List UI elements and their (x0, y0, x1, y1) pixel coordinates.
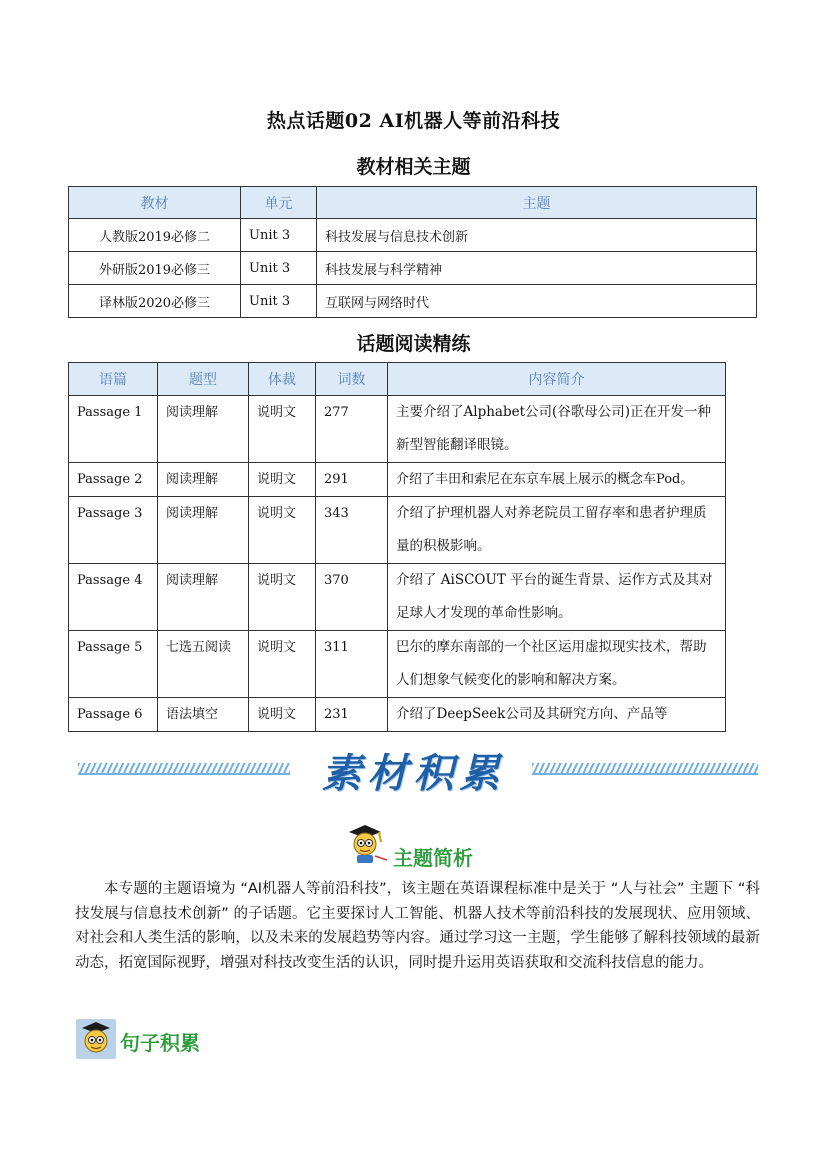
cell-passage: Passage 6 (69, 698, 158, 732)
section-title-reading: 话题阅读精练 (356, 333, 471, 355)
table-row (69, 631, 726, 698)
cell-passage: Passage 3 (69, 497, 158, 564)
cell-summary: 介绍了 AiSCOUT 平台的诞生背景、运作方式及其对足球人才发现的革命性影响。 (388, 564, 726, 631)
cell-genre: 说明文 (249, 564, 316, 631)
cell-question-type: 阅读理解 (158, 396, 249, 463)
table-row (69, 219, 757, 252)
header-word-count: 词数 (316, 363, 388, 396)
cell-question-type: 阅读理解 (158, 564, 249, 631)
cell-unit: Unit 3 (241, 219, 317, 252)
cell-summary: 巴尔的摩东南部的一个社区运用虚拟现实技术，帮助人们想象气候变化的影响和解决方案。 (388, 631, 726, 698)
cell-genre: 说明文 (249, 396, 316, 463)
cell-question-type: 阅读理解 (158, 463, 249, 497)
cell-textbook: 外研版2019必修三 (69, 252, 241, 285)
header-summary: 内容简介 (388, 363, 726, 396)
table-row (69, 564, 726, 631)
cell-genre: 说明文 (249, 698, 316, 732)
header-topic: 主题 (317, 187, 757, 219)
header-question-type: 题型 (158, 363, 249, 396)
cell-word-count: 311 (316, 631, 388, 698)
topic-analysis-paragraph: 本专题的主题语境为 “AI机器人等前沿科技”，该主题在英语课程标准中是关于 “人与社会” 主题下 “科技发展与信息技术创新” 的子话题。它主要探讨人工智能、机器人技术等前沿科技的发展现状、应用领域、对社会和人类生活的影响，以及未来的发展趋势等内容。通过学习这一主题，学生能够了解科技领域的最新动态，拓宽国际视野，增强对科技改变生活的认识，同时提升运用英语获取和交流科技信息的能力。 (75, 881, 760, 971)
cell-topic: 科技发展与科学精神 (317, 252, 757, 285)
cell-word-count: 343 (316, 497, 388, 564)
cell-question-type: 语法填空 (158, 698, 249, 732)
cell-genre: 说明文 (249, 631, 316, 698)
cell-topic: 科技发展与信息技术创新 (317, 219, 757, 252)
cell-summary: 介绍了DeepSeek公司及其研究方向、产品等 (388, 698, 726, 732)
table-header-row (69, 187, 757, 219)
section-title-textbook: 教材相关主题 (356, 156, 471, 178)
page-title: 热点话题02 AI机器人等前沿科技 (266, 110, 561, 132)
cell-summary: 主要介绍了Alphabet公司(谷歌母公司)正在开发一种新型智能翻译眼镜。 (388, 396, 726, 463)
cell-word-count: 291 (316, 463, 388, 497)
table-row (69, 285, 757, 318)
cell-passage: Passage 1 (69, 396, 158, 463)
cell-word-count: 231 (316, 698, 388, 732)
banner-stripe-right (532, 763, 758, 775)
table-header-row (69, 363, 726, 396)
cell-passage: Passage 4 (69, 564, 158, 631)
header-unit: 单元 (241, 187, 317, 219)
scholar-mascot-icon (76, 1019, 116, 1059)
textbook-topic-table (68, 186, 757, 318)
cell-unit: Unit 3 (241, 252, 317, 285)
cell-summary: 介绍了丰田和索尼在东京车展上展示的概念车Pod。 (388, 463, 726, 497)
cell-textbook: 译林版2020必修三 (69, 285, 241, 318)
reading-practice-table (68, 362, 726, 732)
header-textbook: 教材 (69, 187, 241, 219)
cell-unit: Unit 3 (241, 285, 317, 318)
cell-genre: 说明文 (249, 463, 316, 497)
cell-topic: 互联网与网络时代 (317, 285, 757, 318)
scholar-mascot-icon (345, 822, 385, 862)
table-row (69, 497, 726, 564)
cell-question-type: 七选五阅读 (158, 631, 249, 698)
cell-word-count: 370 (316, 564, 388, 631)
cell-textbook: 人教版2019必修二 (69, 219, 241, 252)
banner-title: 素材积累 (321, 750, 506, 797)
header-genre: 体裁 (249, 363, 316, 396)
cell-word-count: 277 (316, 396, 388, 463)
sentence-accumulation-heading: 句子积累 (120, 1031, 200, 1055)
table-row (69, 396, 726, 463)
table-row (69, 252, 757, 285)
cell-genre: 说明文 (249, 497, 316, 564)
table-row (69, 698, 726, 732)
table-row (69, 463, 726, 497)
banner-stripe-left (78, 763, 290, 775)
topic-analysis-heading: 主题简析 (393, 846, 473, 870)
cell-question-type: 阅读理解 (158, 497, 249, 564)
cell-passage: Passage 5 (69, 631, 158, 698)
cell-summary: 介绍了护理机器人对养老院员工留存率和患者护理质量的积极影响。 (388, 497, 726, 564)
header-passage: 语篇 (69, 363, 158, 396)
cell-passage: Passage 2 (69, 463, 158, 497)
